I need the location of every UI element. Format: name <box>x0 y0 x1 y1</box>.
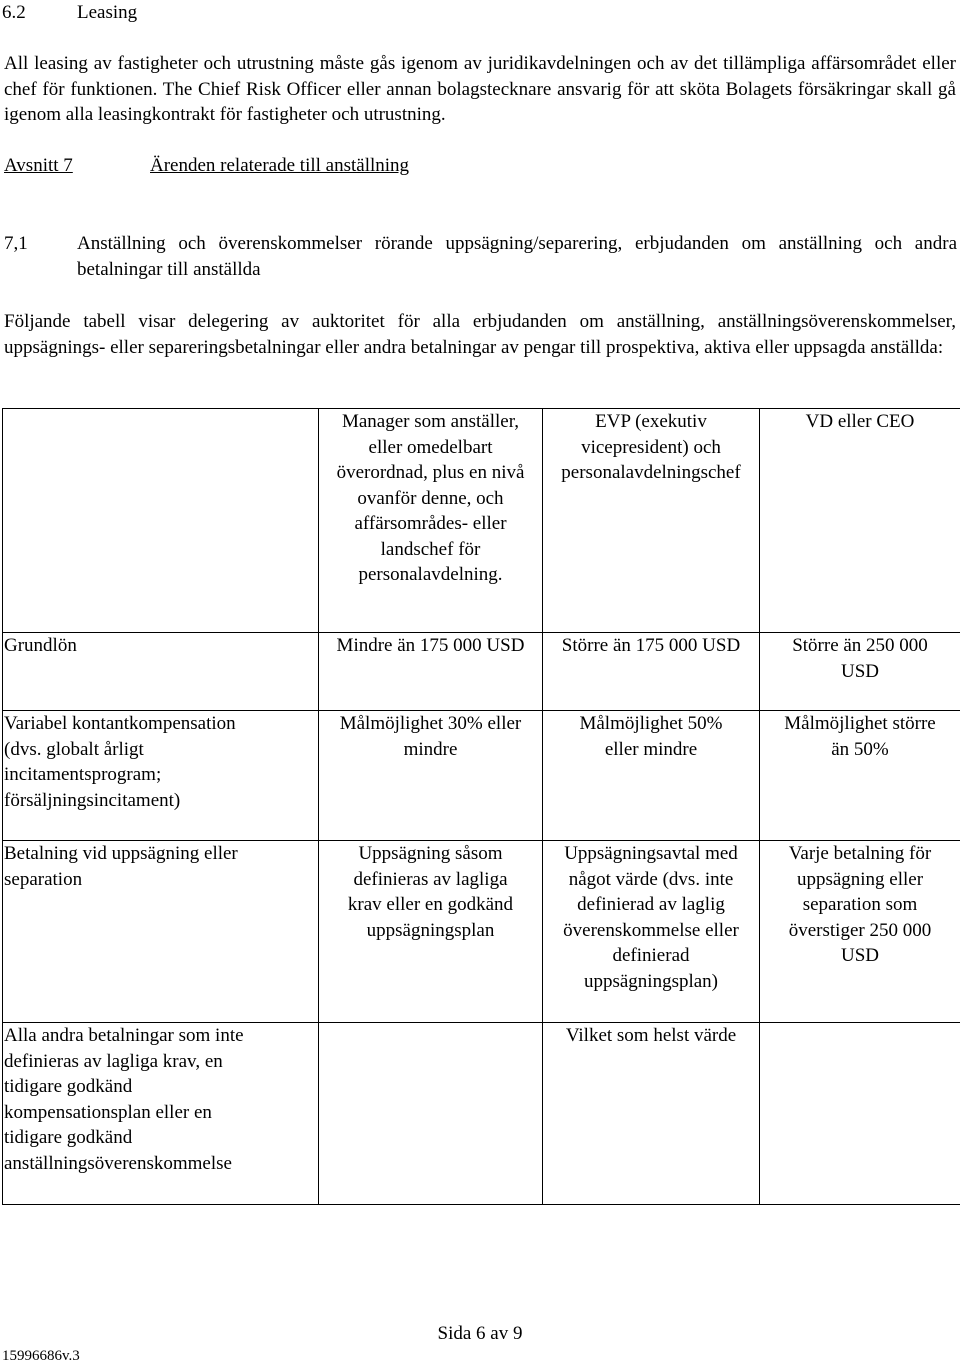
cell-text-line: landschef för <box>380 538 481 560</box>
cell-text-line: Målmöjlighet större <box>784 713 936 734</box>
row-value-cell <box>319 841 543 1023</box>
cell-text-line: vicepresident) och <box>581 436 721 458</box>
row-value-cell <box>760 841 960 1023</box>
row-value-cell <box>760 633 960 711</box>
cell-text-line: Alla andra betalningar som inte <box>4 1025 244 1046</box>
cell-text-line: definieras av lagliga <box>353 868 508 890</box>
cell-text-line: Målmöjlighet 30% eller <box>339 713 522 734</box>
cell-text-line: USD <box>840 660 879 682</box>
cell-text-line: Mindre än 175 000 USD <box>336 635 525 656</box>
cell-text-line: definieras av lagliga krav, en <box>4 1050 223 1072</box>
cell-text-line: separation som <box>802 894 918 915</box>
cell-text-line: Varje betalning för <box>788 843 932 864</box>
row-value-cell <box>543 633 760 711</box>
leasing-paragraph: All leasing av fastigheter och utrustning måste gås igenom av juridikavdelningen och av det tillämpliga affärsområdet eller chef för funktionen. The Chief Risk Officer eller annan bolagstecknare ansvarig för att sköta Bolagets försäkringar skall gå igenom alla leasingkontrakt för fastigheter och utrustning. <box>4 53 956 125</box>
cell-text-line: USD <box>840 945 879 966</box>
row-value-cell <box>543 841 760 1023</box>
delegation-table <box>2 408 960 1205</box>
cell-text-line: Grundlön <box>4 635 77 656</box>
cell-text-line: tidigare godkänd <box>4 1127 133 1148</box>
row-value-cell <box>543 1023 760 1205</box>
subsection-title: Anställning och överenskommelser rörande uppsägning/separering, erbjudanden om anställning och andra betalningar till anställda <box>77 233 957 280</box>
row-label-cell <box>3 1023 319 1205</box>
section-title: Leasing <box>77 2 138 23</box>
cell-text-line: EVP (exekutiv <box>595 411 707 432</box>
row-label-cell <box>3 633 319 711</box>
cell-text-line: Manager som anställer, <box>341 411 520 432</box>
row-value-cell <box>319 633 543 711</box>
cell-text-line: Vilket som helst värde <box>565 1025 737 1046</box>
cell-text-line: uppsägningsplan <box>366 919 495 941</box>
row-label-cell <box>3 711 319 841</box>
table-intro-paragraph: Följande tabell visar delegering av auktoritet för alla erbjudanden om anställning, anställningsöverenskommelser, uppsägnings- eller separeringsbetalningar eller andra betalningar av pengar till prospektiva, aktiva eller uppsagda anställda: <box>4 311 956 358</box>
cell-text-line: än 50% <box>831 738 889 760</box>
table-row <box>3 1023 960 1205</box>
cell-text-line: Uppsägning såsom <box>358 843 503 864</box>
cell-text-line: definierad <box>612 945 690 966</box>
section-number: 6.2 <box>2 2 26 23</box>
table-row <box>3 841 960 1023</box>
cell-text-line: personalavdelning. <box>358 564 503 585</box>
cell-text-line: eller omedelbart <box>368 436 493 458</box>
header-cell-manager <box>319 409 543 633</box>
cell-text-line: definierad av laglig <box>577 894 725 915</box>
cell-text-line: Betalning vid uppsägning eller <box>4 843 238 864</box>
cell-text-line: ovanför denne, och <box>357 487 504 509</box>
row-value-cell <box>319 711 543 841</box>
row-label-cell <box>3 841 319 1023</box>
table-row <box>3 633 960 711</box>
header-cell-evp <box>543 409 760 633</box>
cell-text-line: tidigare godkänd <box>4 1076 133 1097</box>
avsnitt-title: Ärenden relaterade till anställning <box>150 155 410 176</box>
cell-text-line: incitamentsprogram; <box>4 764 162 785</box>
cell-text-line: uppsägning eller <box>796 868 924 890</box>
row-value-cell <box>319 1023 543 1205</box>
cell-text-line: Uppsägningsavtal med <box>564 843 738 864</box>
page-number: Sida 6 av 9 <box>437 1323 523 1344</box>
cell-text-line: affärsområdes- eller <box>354 513 507 534</box>
cell-text-line: uppsägningsplan) <box>583 970 719 992</box>
cell-text-line: något värde (dvs. inte <box>568 868 734 890</box>
subsection-number: 7,1 <box>4 233 28 254</box>
cell-text-line: överstiger 250 000 <box>788 919 932 941</box>
table-row <box>3 711 960 841</box>
cell-text-line: överenskommelse eller <box>563 919 739 941</box>
cell-text-line: separation <box>4 868 83 890</box>
cell-text-line: Variabel kontantkompensation <box>4 713 236 734</box>
avsnitt-label: Avsnitt 7 <box>4 155 73 176</box>
cell-text-line: kompensationsplan eller en <box>4 1101 212 1123</box>
cell-text-line: krav eller en godkänd <box>347 894 514 915</box>
cell-text-line: (dvs. globalt årligt <box>4 738 144 760</box>
cell-text-line: försäljningsincitament) <box>4 789 181 811</box>
cell-text-line: eller mindre <box>604 738 698 760</box>
row-value-cell <box>760 711 960 841</box>
cell-text-line: Större än 175 000 USD <box>561 635 741 656</box>
header-cell-ceo <box>760 409 960 633</box>
table-header-row <box>3 409 960 633</box>
cell-text-line: mindre <box>403 738 458 760</box>
cell-text-line: VD eller CEO <box>805 411 915 432</box>
row-value-cell <box>760 1023 960 1205</box>
cell-text-line: Målmöjlighet 50% <box>579 713 723 734</box>
cell-text-line: Större än 250 000 <box>792 635 928 656</box>
header-cell-empty <box>3 409 319 633</box>
cell-text-line: personalavdelningschef <box>561 462 741 483</box>
cell-text-line: anställningsöverenskommelse <box>4 1152 232 1174</box>
cell-text-line: överordnad, plus en nivå <box>336 462 525 483</box>
row-value-cell <box>543 711 760 841</box>
document-id: 15996686v.3 <box>2 1348 80 1364</box>
